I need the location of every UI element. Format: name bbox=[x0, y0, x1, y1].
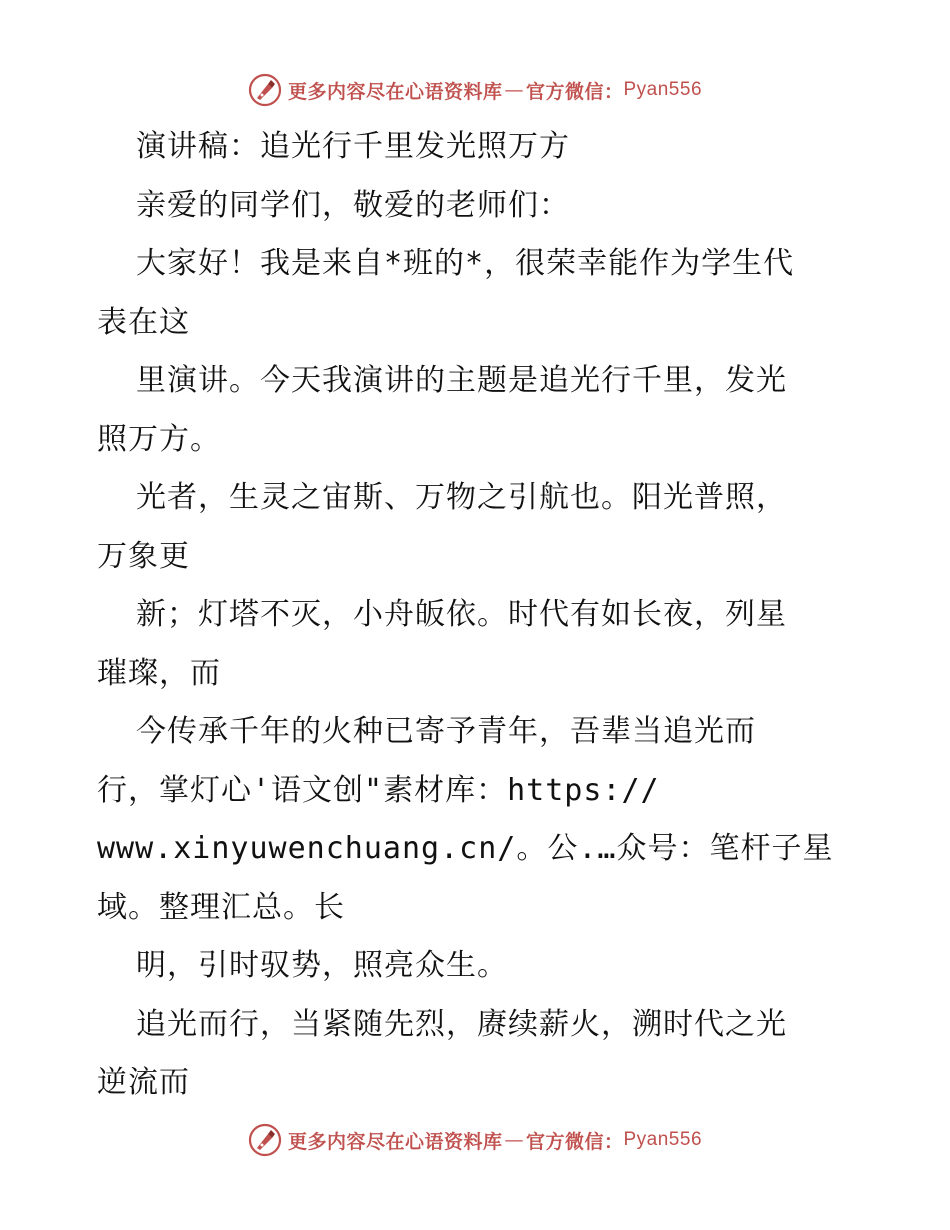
text-line: www.xinyuwenchuang.cn/。公.…众号：笔杆子星 bbox=[97, 831, 834, 866]
text-line: 追光而行，当紧随先烈，赓续薪火，溯时代之光 bbox=[136, 1006, 787, 1042]
banner-wechat-id: Pyan556 bbox=[623, 1129, 703, 1150]
text-line: 逆流而 bbox=[97, 1065, 190, 1100]
banner-main-text: 更多内容尽在心语资料库 bbox=[287, 1130, 503, 1153]
text-line: 域。整理汇总。长 bbox=[97, 889, 345, 925]
banner-main-text: 更多内容尽在心语资料库 bbox=[287, 80, 503, 103]
text-line: 亲爱的同学们，敬爱的老师们： bbox=[136, 187, 570, 223]
text-line: 照万方。 bbox=[97, 421, 221, 457]
text-line: 璀璨，而 bbox=[97, 655, 221, 691]
banner-wechat-label: 官方微信： bbox=[525, 1130, 624, 1153]
banner-separator: — bbox=[504, 79, 524, 101]
header-banner bbox=[0, 70, 950, 110]
pen-nib-logo-icon bbox=[248, 73, 282, 107]
text-line: 今传承千年的火种已寄予青年，吾辈当追光而 bbox=[136, 714, 756, 749]
text-line: 表在这 bbox=[97, 304, 190, 340]
text-line: 明，引时驭势，照亮众生。 bbox=[136, 948, 508, 983]
text-line: 万象更 bbox=[97, 538, 190, 574]
text-line: 光者，生灵之宙斯、万物之引航也。阳光普照， bbox=[136, 480, 787, 515]
footer-banner bbox=[0, 1120, 950, 1160]
banner-wechat-id: Pyan556 bbox=[623, 79, 703, 100]
banner-wechat-label: 官方微信： bbox=[525, 80, 624, 103]
document-body bbox=[97, 118, 857, 1113]
text-line: 新；灯塔不灭，小舟皈依。时代有如长夜，列星 bbox=[136, 597, 787, 632]
text-line: 行，掌灯心'语文创"素材库：https:// bbox=[97, 772, 660, 808]
pen-nib-logo-icon bbox=[248, 1123, 282, 1157]
banner-separator: — bbox=[504, 1129, 524, 1151]
text-line: 演讲稿：追光行千里发光照万方 bbox=[136, 129, 570, 164]
text-line: 里演讲。今天我演讲的主题是追光行千里，发光 bbox=[136, 363, 787, 398]
text-line: 大家好！我是来自*班的*，很荣幸能作为学生代 bbox=[136, 246, 795, 281]
